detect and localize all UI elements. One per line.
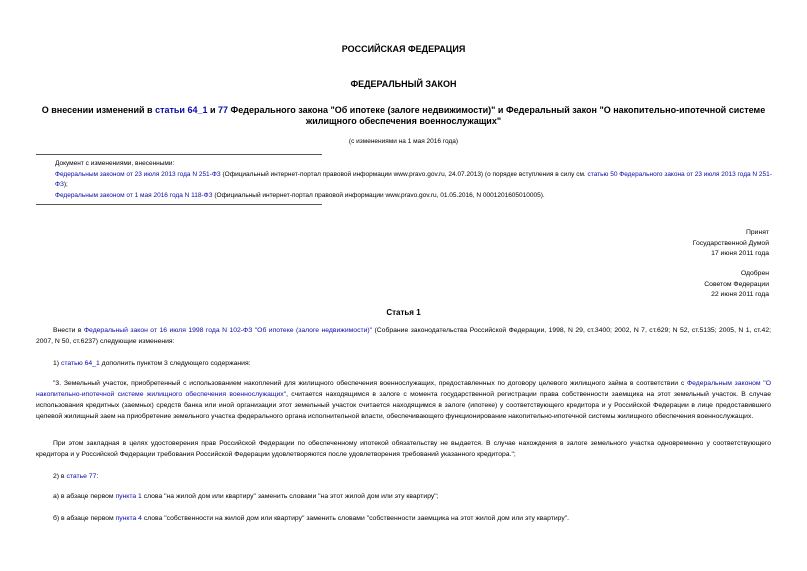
- change-item-text: );: [63, 181, 68, 188]
- paragraph-text: (Собрание законодательства Российской Федерации, 1998, N 29, ст.3400; 2002, N 7, ст.629; N 52, ст.5135; 2005, N 1, ст.42; 2007, N 50, ст.6237) следующие изменения:: [36, 327, 771, 345]
- paragraph-text: Внести в: [53, 327, 84, 334]
- title-text: и: [207, 105, 219, 115]
- paragraph-text: дополнить пунктом 3 следующего содержания:: [99, 360, 251, 367]
- point-4-link[interactable]: пункта 4: [115, 515, 142, 522]
- header-country: РОССИЙСКАЯ ФЕДЕРАЦИЯ: [341, 44, 466, 54]
- paragraph-point-3: [36, 378, 771, 422]
- point-1-link[interactable]: пункта 1: [115, 493, 142, 500]
- approved-date: 22 июня 2011 года: [711, 291, 769, 298]
- paragraph-item-1: [36, 358, 771, 369]
- paragraph-mortgage-note: При этом закладная в целях удостоверения прав Российской Федерации по обеспеченному ипотекой обязательству не выдается. В случае нахождения в залоге земельного участка одновременно у соответствующего кредитора и у Российской Федерации требования Российской Федерации удовлетворяются после удовлетворения требований указанного кредитора.";: [36, 440, 771, 458]
- changes-intro: Документ с изменениями, внесенными:: [55, 160, 175, 167]
- article-64-1-link[interactable]: статью 64_1: [60, 360, 100, 367]
- paragraph-item-a: [36, 491, 771, 502]
- paragraph-item-b: [36, 513, 771, 524]
- header-doc-type: ФЕДЕРАЛЬНЫЙ ЗАКОН: [350, 79, 457, 89]
- paragraph-text: б) в абзаце первом: [53, 515, 116, 522]
- change-link-118fz[interactable]: Федеральным законом от 1 мая 2016 года N 118-ФЗ: [55, 191, 213, 199]
- paragraph-intro: [36, 325, 771, 347]
- accepted-line: Государственной Думой: [692, 239, 769, 247]
- paragraph-text: , считается находящимся в залоге с момента государственной регистрации права собственности заемщика на этот земельный участок. В случае использования кредитных (заемных) средств банка или иной организации этот земельный участок считается находящимся в залоге (ипотеке) у соответствующего кредитора и у Российской Федерации в лице предоставившего целевой жилищный заем на приобретение земельного участка федерального органа исполнительной власти, обеспечивающего функционирование накопительно-ипотечной системы жилищного обеспечения военнослужащих.: [36, 391, 771, 420]
- divider-bottom: [36, 204, 322, 205]
- approved-line: Одобрен: [740, 270, 769, 277]
- paragraph-text: слова "на жилой дом или квартиру" заменить словами "на этот жилой дом или эту квартиру";: [141, 493, 439, 500]
- law-102fz-link[interactable]: Федеральный закон от 16 июля 1998 года N 102-ФЗ "Об ипотеке (залоге недвижимости)": [83, 327, 373, 334]
- change-link-article-50[interactable]: статью 50 Федерального закона от 23 июля 2013 года N 251-ФЗ: [55, 170, 772, 188]
- change-item-text: (Официальный интернет-портал правовой информации www.pravo.gov.ru, 24.07.2013) (о порядке вступления в силу см.: [220, 170, 588, 178]
- title-text: О внесении изменений в: [41, 105, 156, 115]
- law-military-mortgage-link[interactable]: Федеральным законом "О накопительно-ипотечной системе жилищного обеспечения военнослужащих": [36, 380, 771, 398]
- approved-block: [704, 269, 769, 301]
- accepted-line: Принят: [745, 229, 769, 236]
- article-title: Статья 1: [386, 308, 421, 317]
- paragraph-text: 2) в: [53, 473, 67, 480]
- paragraph-item-2: [36, 471, 771, 482]
- paragraph-text: слова "собственности на жилой дом или квартиру" заменить словами "собственности заемщика на этот жилой дом или эту квартиру".: [141, 515, 570, 522]
- paragraph-text: 1): [53, 360, 61, 367]
- change-item-text: (Официальный интернет-портал правовой информации www.pravo.gov.ru, 01.05.2016, N 0001201605010005).: [212, 191, 545, 199]
- paragraph-text: :: [96, 473, 99, 480]
- law-title: [36, 105, 771, 127]
- accepted-block: [693, 228, 769, 260]
- changes-block: [55, 159, 775, 201]
- approved-line: Советом Федерации: [704, 280, 769, 288]
- paragraph-text: "3. Земельный участок, приобретенный с использованием накоплений для жилищного обеспечения военнослужащих, предоставленных по договору целевого жилищного займа в соответствии с: [53, 380, 687, 387]
- change-item-2: [55, 191, 775, 202]
- article-77-link[interactable]: статье 77: [66, 473, 97, 480]
- accepted-date: 17 июня 2011 года: [711, 250, 769, 257]
- change-link-251fz[interactable]: Федеральным законом от 23 июля 2013 года N 251-ФЗ: [55, 170, 221, 178]
- title-link-article-64-1[interactable]: статьи 64_1: [155, 105, 208, 115]
- title-text: Федерального закона "Об ипотеке (залоге недвижимости)" и Федеральный закон "О накопительно-ипотечной системе жилищного обеспечения военнослужащих": [228, 105, 766, 126]
- divider-top: [36, 154, 322, 155]
- title-link-article-77[interactable]: 77: [218, 105, 229, 115]
- change-item-1: [55, 170, 775, 191]
- paragraph-text: а) в абзаце первом: [53, 493, 116, 500]
- edition-note: (с изменениями на 1 мая 2016 года): [348, 138, 459, 145]
